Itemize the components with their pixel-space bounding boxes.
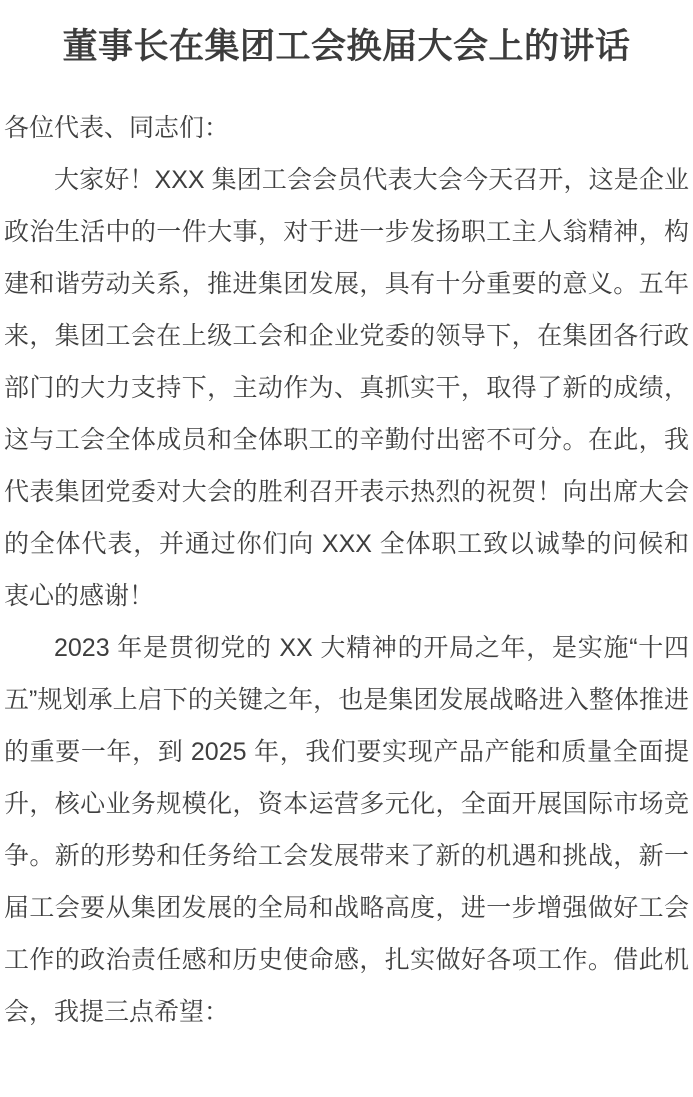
body-paragraph-2: 2023 年是贯彻党的 XX 大精神的开局之年，是实施“十四五”规划承上启下的关键之年，也是集团发展战略进入整体推进的重要一年，到 2025 年，我们要实现产品产能和质量全面提升，核心业务规模化，资本运营多元化，全面开展国际市场竞争。新的形势和任务给工会发展带来了新的机遇和挑战，新一届工会要从集团发展的全局和战略高度，进一步增强做好工会工作的政治责任感和历史使命感，扎实做好各项工作。借此机会，我提三点希望： [4, 634, 689, 1027]
document-title: 董事长在集团工会换届大会上的讲话 [62, 27, 631, 66]
body-paragraph-1: 大家好！XXX 集团工会会员代表大会今天召开，这是企业政治生活中的一件大事，对于进一步发扬职工主人翁精神，构建和谐劳动关系，推进集团发展，具有十分重要的意义。五年来，集团工会在上级工会和企业党委的领导下，在集团各行政部门的大力支持下，主动作为、真抓实干，取得了新的成绩，这与工会全体成员和全体职工的辛勤付出密不可分。在此，我代表集团党委对大会的胜利召开表示热烈的祝贺！向出席大会的全体代表，并通过你们向 XXX 全体职工致以诚挚的问候和衷心的感谢！ [4, 166, 689, 611]
salutation-paragraph: 各位代表、同志们： [4, 114, 230, 143]
